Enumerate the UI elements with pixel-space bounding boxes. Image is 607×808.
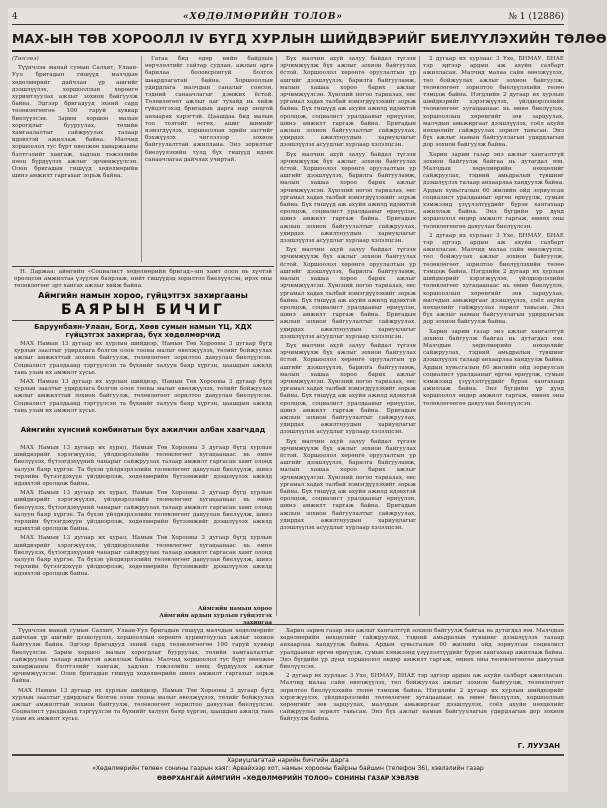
bayar-paragraph: МАХ Намын 13 дугаар их хурал, Намын Төв Хорооны 3 дугаар бүгд хурлын шийдвэрийг хэрэгжүүлэх, үйлдвэрлэлийн төлөвлөгөөг хугацаанаас нь өмнө биелүүлэх, бүтээгдэхүүний чанарыг сайжруулах талаар амжилт гаргасан хамт олонд халуун баяр хүргэе. Та бүхэн үйлдвэрлэлийн төлөвлөгөөг давуулан биелүүлж, шинэ төрлийн бүтээгдэхүүн үйлдвэрлэж, хөдөлмөрийн бүтээмжийг дээшлүүлэх ажилд идэвхтэй оролцож байна. <box>14 445 272 488</box>
newspaper-page <box>8 8 607 792</box>
bayar-paragraph: МАХ Намын 13 дугаар их хурал, Намын Төв Хорооны 3 дугаар бүгд хурлын шийдвэрийг хэрэгжүүлэх, үйлдвэрлэлийн төлөвлөгөөг хугацаанаас нь өмнө биелүүлэх, бүтээгдэхүүний чанарыг сайжруулах талаар амжилт гаргасан хамт олонд халуун баяр хүргэе. Та бүхэн үйлдвэрлэлийн төлөвлөгөөг давуулан биелүүлж, шинэ төрлийн бүтээгдэхүүн үйлдвэрлэж, хөдөлмөрийн бүтээмжийг дээшлүүлэх ажилд идэвхтэй оролцож байна. <box>14 490 272 533</box>
footer-printer: ӨВӨРХАНГАЙ АЙМГИЙН «ХӨДӨЛМӨРИЙН ТОЛОО» СОНИНЫ ГАЗАР ХЭВЛЭВ <box>157 775 419 782</box>
bayar-paragraph: МАХ Намын 13 дугаар их хурлын шийдвэр, Намын Төв Хорооны 3 дугаар бүгд хурлын заалтыг удирдлага болгон олон тооны малыг өвөлжүүлэх, төлийг бойжуулах ажлыг амжилттай зохион байгуулж, төлөвлөгөөт зорилтоо давуулан биелүүлсэн. Социалист уралдаанд тэргүүлсэн та бүхнийг халуун баяр хүргэн, цаашдын ажилд тань улам их амжилт хүсье. <box>14 341 272 376</box>
running-head <box>12 10 564 25</box>
column-text: Харин зарим газар энэ ажлыг хангалтгүй зохион байгуулж байгаа нь дутагдал юм. Малчдын хөдөлмөрийн нөхцөлийг сайжруулах, тэдний амьдралын түвшинг дээшлүүлэх талаар анхаарлаа хандуулж байна. Ардын хувьсгалын 60 жилийн ойд зориулсан социалист уралдааныг өргөн өрнүүлж, сумын хэмжээнд үзүүлэлтүүдийг бүрэн хангахаар ажиллаж байна. Энэ бүгдийн үр дүнд хоршоолол өндөр амжилт гаргаж, өмнөх оны төлөвлөгөөгөө давуулан биелүүлсэн. <box>423 328 564 407</box>
author-signature: Г. ЛУУЗАН <box>517 742 560 750</box>
column-text: МАХ Намын 13 дугаар их хурлын шийдвэр, Намын Төв Хорооны 3 дугаар бүгд хурлын заалтыг удирдлага болгон олон тооны малыг өвөлжүүлэх, төлийг бойжуулах ажлыг амжилттай зохион байгуулж, төлөвлөгөөт зорилтоо давуулан биелүүлсэн. Социалист уралдаанд тэргүүлсэн та бүхнийг халуун баяр хүргэн, цаашдын ажилд тань улам их амжилт хүсье. <box>12 687 274 723</box>
footer-editor: Хариуцлагатай нарийн бичгийн дарга <box>227 757 349 764</box>
bayar-title: БАЯРЫН БИЧИГ <box>61 302 225 318</box>
column-text: Бүх малчин ахуй залуу байдал түгээн эрчимжүүлж бүх ажлыг зохион байгуулах ёстой. Хоршоолол хөрөнгө оруулалтын үр ашгийг дээшлүүлэх, барилга байгууламж, малын хашаа хороо барих ажлыг эрчимжүүлсэн. Хүнсний ногоо тариалах, өвс ургамал хадах талбай нэмэгдүүлэхийг зорьж байна. Бүх гишүүд аж ахуйн ажилд идэвхтэй оролцож, социалист уралдааныг өрнүүлэн, шинэ амжилт гаргаж байна. Бригадын ажлын зохион байгуулалтыг сайжруулах, удирдах ажилтнуудын хариуцлагыг дээшлүүлэх асуудлыг хурлаар хэлэлцсэн. <box>280 438 416 531</box>
column-text: Харин зарим газар энэ ажлыг хангалтгүй зохион байгуулж байгаа нь дутагдал юм. Малчдын хөдөлмөрийн нөхцөлийг сайжруулах, тэдний амьдралын түвшинг дээшлүүлэх талаар анхаарлаа хандуулж байна. Ардын хувьсгалын 60 жилийн ойд зориулсан социалист уралдааныг өргөн өрнүүлж, сумын хэмжээнд үзүүлэлтүүдийг бүрэн хангахаар ажиллаж байна. Энэ бүгдийн үр дүнд хоршоолол өндөр амжилт гаргаж, өмнөх оны төлөвлөгөөгөө давуулан биелүүлсэн. <box>423 151 564 230</box>
column-text: Бүх малчин ахуй залуу байдал түгээн эрчимжүүлж бүх ажлыг зохион байгуулах ёстой. Хоршоолол хөрөнгө оруулалтын үр ашгийг дээшлүүлэх, барилга байгууламж, малын хашаа хороо барих ажлыг эрчимжүүлсэн. Хүнсний ногоо тариалах, өвс ургамал хадах талбай нэмэгдүүлэхийг зорьж байна. Бүх гишүүд аж ахуйн ажилд идэвхтэй оролцож, социалист уралдааныг өрнүүлэн, шинэ амжилт гаргаж байна. Бригадын ажлын зохион байгуулалтыг сайжруулах, удирдах ажилтнуудын хариуцлагыг дээшлүүлэх асуудлыг хурлаар хэлэлцсэн. <box>280 247 416 340</box>
bayar-text-2 <box>14 445 272 605</box>
column-text: Харин зарим газар энэ ажлыг хангалтгүй зохион байгуулж байгаа нь дутагдал юм. Малчдын хөдөлмөрийн нөхцөлийг сайжруулах, тэдний амьдралын түвшинг дээшлүүлэх талаар анхаарлаа хандуулж байна. Ардын хувьсгалын 60 жилийн ойд зориулсан социалист уралдааныг өргөн өрнүүлж, сумын хэмжээнд үзүүлэлтүүдийг бүрэн хангахаар ажиллаж байна. Энэ бүгдийн үр дүнд хоршоолол өндөр амжилт гаргаж, өмнөх оны төлөвлөгөөгөө давуулан биелүүлсэн. <box>280 628 564 671</box>
column-text: Түүнчлэн манай сумын Салхит, Улаан-Уул бригадын гишүүд малчдын хөдөлмөрийг дайчлан үр ашгийг дээшлүүлэх, хоршооллын хөрөнгө хуримтлуулах ажлыг зохион байгуулж байна. Эдгээр бригадууд эхний сард төлөвлөгөөгөө 100 гаруй хувиар биелүүлсэн. Зарим хоршоо малын хорогдлыг бууруулах, төлийн хамгаалалтыг сайжруулах талаар идэвхтэй ажиллаж байна. Малчид хоршоолол тус бүрт өвөлжөө хаваржааны бэлтгэлийг хангаж, хадлан тэжээлийн нөөц бүрдүүлэх ажлыг эрчимжүүлсэн. Олон бригадын гишүүд хөдөлмөрийн шинэ амжилт гаргахыг зорьж байна. <box>12 65 138 180</box>
bayar-closing <box>148 606 272 622</box>
continuation-text-left <box>12 628 274 738</box>
main-headline: МАХ-ЫН ТӨВ ХОРООЛЛ IV БҮГД ХУРЛЫН ШИЙДВЭРИЙГ БИЕЛҮҮЛЭХИЙН ТӨЛӨӨ <box>12 28 564 52</box>
closing-line: Аймгийн ардын хурлын гүйцэтгэх <box>159 613 272 620</box>
section-rule <box>12 624 564 625</box>
column-divider <box>419 56 420 616</box>
column-text: Бүх малчин ахуй залуу байдал түгээн эрчимжүүлж бүх ажлыг зохион байгуулах ёстой. Хоршоолол хөрөнгө оруулалтын үр ашгийг дээшлүүлэх, барилга байгууламж, малын хашаа хороо барих ажлыг эрчимжүүлсэн. Хүнсний ногоо тариалах, өвс ургамал хадах талбай нэмэгдүүлэхийг зорьж байна. Бүх гишүүд аж ахуйн ажилд идэвхтэй оролцож, социалист уралдааныг өрнүүлэн, шинэ амжилт гаргаж байна. Бригадын ажлын зохион байгуулалтыг сайжруулах, удирдах ажилтнуудын хариуцлагыг дээшлүүлэх асуудлыг хурлаар хэлэлцсэн. <box>280 56 416 149</box>
column-text: Бүх малчин ахуй залуу байдал түгээн эрчимжүүлж бүх ажлыг зохион байгуулах ёстой. Хоршоолол хөрөнгө оруулалтын үр ашгийг дээшлүүлэх, барилга байгууламж, малын хашаа хороо барих ажлыг эрчимжүүлсэн. Хүнсний ногоо тариалах, өвс ургамал хадах талбай нэмэгдүүлэхийг зорьж байна. Бүх гишүүд аж ахуйн ажилд идэвхтэй оролцож, социалист уралдааныг өрнүүлэн, шинэ амжилт гаргаж байна. Бригадын ажлын зохион байгуулалтыг сайжруулах, удирдах ажилтнуудын хариуцлагыг дээшлүүлэх асуудлыг хурлаар хэлэлцсэн. <box>280 151 416 245</box>
column-text: Бүх малчин ахуй залуу байдал түгээн эрчимжүүлж бүх ажлыг зохион байгуулах ёстой. Хоршоолол хөрөнгө оруулалтын үр ашгийг дээшлүүлэх, барилга байгууламж, малын хашаа хороо барих ажлыг эрчимжүүлсэн. Хүнсний ногоо тариалах, өвс ургамал хадах талбай нэмэгдүүлэхийг зорьж байна. Бүх гишүүд аж ахуйн ажилд идэвхтэй оролцож, социалист уралдааныг өрнүүлэн, шинэ амжилт гаргаж байна. Бригадын ажлын зохион байгуулалтыг сайжруулах, удирдах ажилтнуудын хариуцлагыг дээшлүүлэх асуудлыг хурлаар хэлэлцсэн. <box>280 342 416 436</box>
section-rule <box>12 320 274 321</box>
rubric-continued: (Төгсгөл) <box>12 56 39 62</box>
footer-rule <box>12 754 564 756</box>
bayar-paragraph: МАХ Намын 13 дугаар их хурлын шийдвэр, Намын Төв Хорооны 3 дугаар бүгд хурлын заалтыг удирдлага болгон олон тооны малыг өвөлжүүлэх, төлийг бойжуулах ажлыг амжилттай зохион байгуулж, төлөвлөгөөт зорилтоо давуулан биелүүлсэн. Социалист уралдаанд тэргүүлсэн та бүхнийг халуун баяр хүргэн, цаашдын ажилд тань улам их амжилт хүсье. <box>14 379 272 414</box>
bayar-paragraph: МАХ Намын 13 дугаар их хурал, Намын Төв Хорооны 3 дугаар бүгд хурлын шийдвэрийг хэрэгжүүлэх, үйлдвэрлэлийн төлөвлөгөөг хугацаанаас нь өмнө биелүүлэх, бүтээгдэхүүний чанарыг сайжруулах талаар амжилт гаргасан хамт олонд халуун баяр хүргэе. Та бүхэн үйлдвэрлэлийн төлөвлөгөөг давуулан биелүүлж, шинэ төрлийн бүтээгдэхүүн үйлдвэрлэж, хөдөлмөрийн бүтээмжийг дээшлүүлэх ажилд идэвхтэй оролцож байна. <box>14 535 272 578</box>
bayar-title-line: Аймгийн намын хороо, гүйцэтгэх захиргааны <box>38 291 248 300</box>
bayar-intro-text: Н. Даржаа: аймгийн «Социалист хөдөлмөрийн бригад»-ын хамт олон нь хүчтэй оролцсон амжилтаа үзүүлэн баярлаж, нийт гишүүдэд зорилтоо биелүүлсэн, ирэх оны төлөвлөгөөг эрт хангах ажлыг хийж байна. <box>14 269 272 290</box>
column-text: 2 дугаар их хурлаас 3 Ухе, БНМАУ, БНАЕ тэр эдгээр ардын аж ахуйн салбарт ажилласан. Малчид малаа сайн өвөлжүүлэх, төл бойжуулах ажлыг зохион байгуулж, төлөвлөгөөт зорилтоо биелүүлэхийн төлөө тэмцэж байна. Нэгдлийн 2 дугаар их хурлын шийдвэрийг хэрэгжүүлэх, үйлдвэрлэлийн төлөвлөгөөг хугацаанаас нь өмнө биелүүлэх, хоршооллын хөрөнгийг зөв зарцуулах, малчдын амьжиргааг дээшлүүлэх, соёл ахуйн нөхцөлийг сайжруулах зорилт тавьсан. Энэ бүх ажлыг намын байгууллагын удирдлагын дор зохион байгуулж байна. <box>280 673 564 723</box>
closing-line: Аймгийн намын хороо <box>198 606 272 612</box>
page-number: 4 <box>12 12 18 22</box>
issue-number: № 1 (12886) <box>508 12 564 22</box>
newspaper-title: «ХӨДӨЛМӨРИЙН ТОЛОВ» <box>183 12 344 22</box>
column-text: Гатаа бид өдөр нийн байдлын өөрчлөлтийг сайтар судлан, ажлын арга барилаа боловсронгуй болгох шаардлагатай байна. Хоршооллын удирдлага малчдын саналыг сонсон, тэдний санаачлагыг дэмжих ёстой. Төлөвлөгөөт ажлыг цаг тухайд нь хийж гүйцэтгэхэд бригадын дарга нар онцгой анхаарах хэрэгтэй. Цаашдаа бид малын тоо толгойг өсгөх, ашиг шимийг нэмэгдүүлэх, хоршооллын эдийн засгийг бэхжүүлэх чиглэлээр зохион байгуулалттай ажиллана. Энэ зорилтыг биелүүлэхийн тулд бүх гишүүд идэвх санаачлагаа дайчлах учиртай. <box>145 56 273 163</box>
bayar-text-1 <box>14 341 272 423</box>
bayar-subhead-2: Аймгийн хүнсний комбинатын бүх ажилчин албан хаагчдад <box>20 426 266 434</box>
column-text: 2 дугаар их хурлаас 3 Ухе, БНМАУ, БНАЕ тэр эдгээр ардын аж ахуйн салбарт ажилласан. Малчид малаа сайн өвөлжүүлэх, төл бойжуулах ажлыг зохион байгуулж, төлөвлөгөөт зорилтоо биелүүлэхийн төлөө тэмцэж байна. Нэгдлийн 2 дугаар их хурлын шийдвэрийг хэрэгжүүлэх, үйлдвэрлэлийн төлөвлөгөөг хугацаанаас нь өмнө биелүүлэх, хоршооллын хөрөнгийг зөв зарцуулах, малчдын амьжиргааг дээшлүүлэх, соёл ахуйн нөхцөлийг сайжруулах зорилт тавьсан. Энэ бүх ажлыг намын байгууллагын удирдлагын дор зохион байгуулж байна. <box>423 232 564 326</box>
section-rule <box>12 266 274 267</box>
column-divider <box>276 56 277 616</box>
lead-article-column-2 <box>145 56 273 262</box>
column-text: Түүнчлэн манай сумын Салхит, Улаан-Уул бригадын гишүүд малчдын хөдөлмөрийг дайчлан үр ашгийг дээшлүүлэх, хоршооллын хөрөнгө хуримтлуулах ажлыг зохион байгуулж байна. Эдгээр бригадууд эхний сард төлөвлөгөөгөө 100 гаруй хувиар биелүүлсэн. Зарим хоршоо малын хорогдлыг бууруулах, төлийн хамгаалалтыг сайжруулах талаар идэвхтэй ажиллаж байна. Малчид хоршоолол тус бүрт өвөлжөө хаваржааны бэлтгэлийг хангаж, хадлан тэжээлийн нөөц бүрдүүлэх ажлыг эрчимжүүлсэн. Олон бригадын гишүүд хөдөлмөрийн шинэ амжилт гаргахыг зорьж байна. <box>12 628 274 685</box>
column-divider <box>141 56 142 262</box>
column-text: 2 дугаар их хурлаас 3 Ухе, БНМАУ, БНАЕ тэр эдгээр ардын аж ахуйн салбарт ажилласан. Малчид малаа сайн өвөлжүүлэх, төл бойжуулах ажлыг зохион байгуулж, төлөвлөгөөт зорилтоо биелүүлэхийн төлөө тэмцэж байна. Нэгдлийн 2 дугаар их хурлын шийдвэрийг хэрэгжүүлэх, үйлдвэрлэлийн төлөвлөгөөг хугацаанаас нь өмнө биелүүлэх, хоршооллын хөрөнгийг зөв зарцуулах, малчдын амьжиргааг дээшлүүлэх, соёл ахуйн нөхцөлийг сайжруулах зорилт тавьсан. Энэ бүх ажлыг намын байгууллагын удирдлагын дор зохион байгуулж байна. <box>423 56 564 149</box>
lead-article-column-1 <box>12 56 138 262</box>
bayar-intro <box>14 269 272 291</box>
continuation-text <box>280 628 564 738</box>
lead-article-column-3 <box>280 56 416 616</box>
bayar-subhead-1: Баруунбаян-Улаан, Богд, Хөөв сумын намын ҮЦ, ХДХ гүйцэтгэх захиргаа, бүх хөдөлмөрчид <box>34 323 252 339</box>
lead-article-column-4 <box>423 56 564 616</box>
footer-address: «Хөдөлмөрийн төлөө» сонины газрын хаяг: Арвайхээр хот, намын хорооны байрны байшин (телефон 36), хэвлэлийн газар <box>92 765 484 772</box>
